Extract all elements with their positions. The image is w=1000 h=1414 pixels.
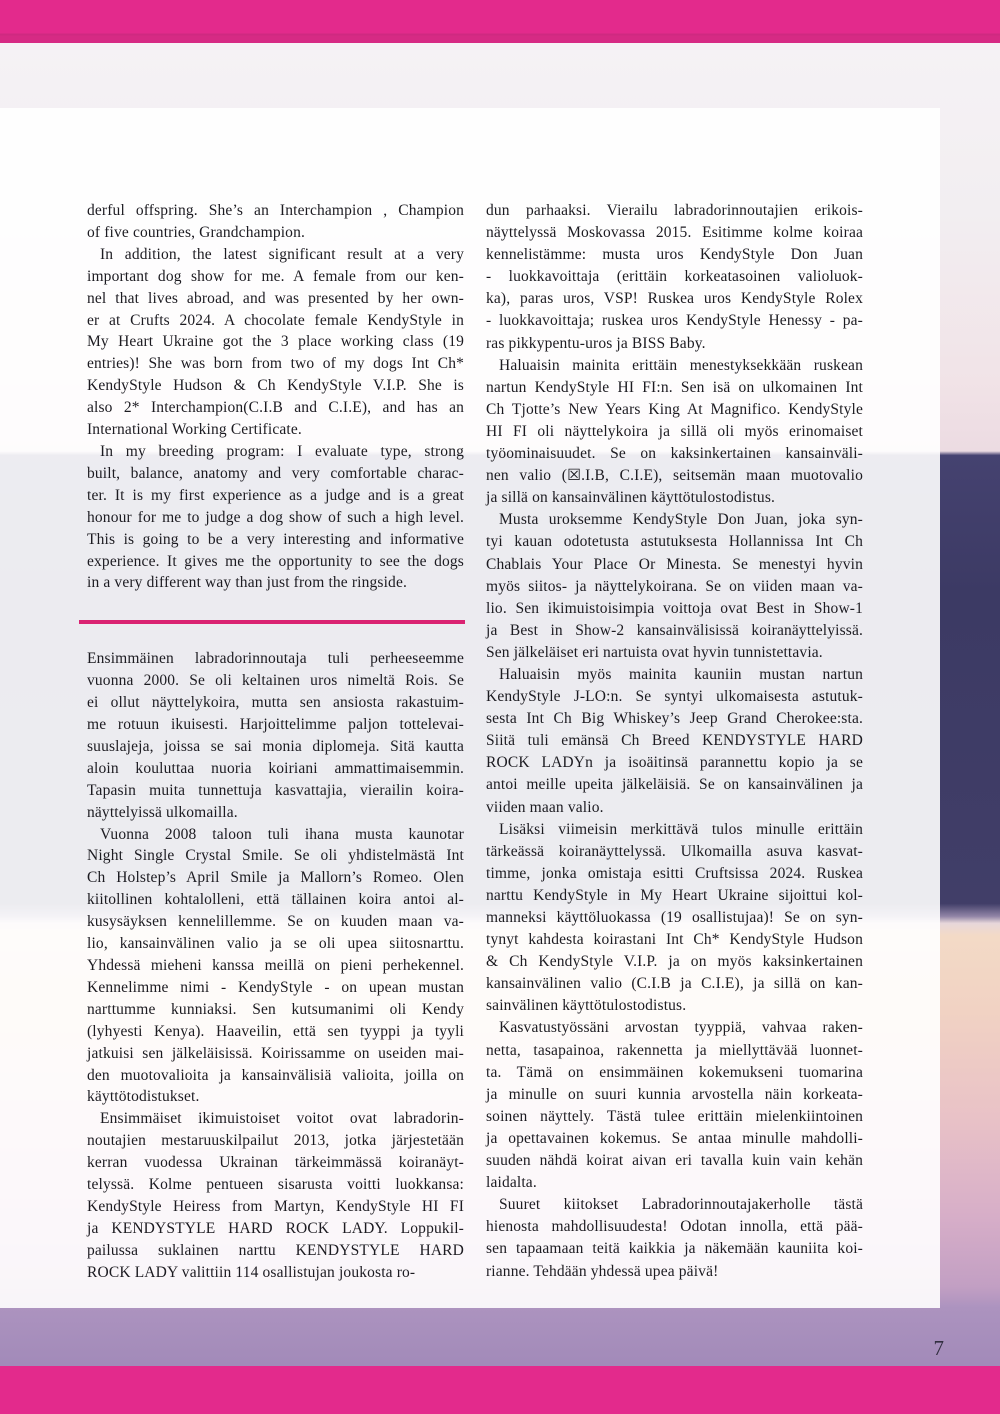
text-line: jatkuisi sen jälkeläisissä. Koirissamme on useiden mai- <box>87 1044 464 1062</box>
text-line: ta. Tämä on ensimmäinen kokemukseni tuomarina <box>486 1063 863 1081</box>
text-line: ja opettavainen kokemus. Se antaa minulle mahdolli- <box>486 1129 863 1147</box>
text-line: nen valio (☒.I.B, C.I.E), seitsemän maan muotovalio <box>486 467 863 485</box>
text-line: sen tapaamaan teitä kaikkia ja näkemään kauniita koi- <box>486 1240 863 1258</box>
text-line: ROCK LADYn ja isoäitinsä parannettu kopio ja se <box>486 754 863 772</box>
text-line: Kennelimme nimi - KendyStyle - on upean mustan <box>87 978 464 996</box>
text-line: experience. It gives me the opportunity to see the dogs <box>87 552 464 570</box>
text-line: Vuonna 2008 taloon tuli ihana musta kaunotar <box>100 825 464 843</box>
top-accent-bar <box>0 0 1000 43</box>
text-line: nel that lives abroad, and was presented by her own- <box>87 289 464 307</box>
text-line: Kasvatustyössäni arvostan tyyppiä, vahvaa raken- <box>499 1019 863 1037</box>
text-line: kansainvälinen valio (C.I.B ja C.I.E), ja sillä on kan- <box>486 975 863 993</box>
text-line: kiitollinen kohtalolleni, että tällainen koira antoi al- <box>87 891 464 909</box>
text-line: kusysäyksen kennelillemme. Se on kuuden maan va- <box>87 913 464 931</box>
text-line: KendyStyle Heiress from Martyn, KendyStyle HI FI <box>87 1197 464 1215</box>
text-line: Musta uroksemme KendyStyle Don Juan, joka syn- <box>499 511 863 529</box>
text-line: näyttelyssä Moskovassa 2015. Esitimme kolme koiraa <box>486 224 863 242</box>
text-line: manneksi käyttöluokassa (19 osallistujaa)! Se on syn- <box>486 909 863 926</box>
text-line: derful offspring. She’s an Interchampion , Champion <box>87 202 464 219</box>
text-line: netta, tasapainoa, rakennetta ja miellyttävää luonnet- <box>486 1041 863 1059</box>
text-line: Night Single Crystal Smile. Se oli yhdistelmästä Int <box>87 847 464 865</box>
column-left <box>87 200 464 1284</box>
text-line: ja sillä on kansainvälinen käyttötulostodistus. <box>486 489 776 507</box>
text-line: viiden maan valio. <box>486 798 604 816</box>
text-line: Ensimmäiset ikimuistoiset voitot ovat labradorin- <box>100 1110 464 1128</box>
text-line: entries)! She was born from two of my dogs Int Ch* <box>87 355 464 373</box>
text-line: In addition, the latest significant result at a very <box>100 245 464 263</box>
text-line: pailussa suklainen narttu KENDYSTYLE HARD <box>87 1241 464 1259</box>
text-line: lio. Sen ikimuistoisimpia voittoja ovat Best in Show-1 <box>486 599 863 617</box>
text-line: KendyStyle Hudson & Ch KendyStyle V.I.P. She is <box>87 377 464 395</box>
text-line: KendyStyle J-LO:n. Se syntyi ulkomaisesta astutuk- <box>486 688 863 706</box>
text-line: ka), paras uros, VSP! Ruskea uros KendyStyle Rolex <box>486 290 863 308</box>
text-line: My Heart Ukraine got the 3 place working class (19 <box>87 333 464 351</box>
text-line: vuonna 2000. Se oli keltainen uros nimeltä Rois. Se <box>87 672 464 690</box>
text-line: kennelistämme: musta uros KendyStyle Don Juan <box>486 246 863 264</box>
text-line: er at Crufts 2024. A chocolate female KendyStyle in <box>87 311 464 329</box>
text-line: narttumme kunniaksi. Sen kutsumanimi oli Kendy <box>87 1000 464 1018</box>
text-line: tynyt kahdesta koirastani Int Ch* KendyStyle Hudson <box>486 931 863 949</box>
text-line: Siitä tuli emänsä Ch Breed KENDYSTYLE HARD <box>486 732 863 750</box>
text-line: timme, jonka omistaja esitti Cruftsissa 2024. Ruskea <box>486 864 863 882</box>
text-line: Yhdessä mieheni kanssa meillä on pieni perhekennel. <box>87 957 464 974</box>
text-line: näyttelyissä ulkomailla. <box>87 803 238 821</box>
text-line: käyttötodistukset. <box>87 1088 200 1106</box>
text-line: ter. It is my first experience as a judge and is a great <box>87 486 464 504</box>
column-right <box>486 200 863 1283</box>
content-card <box>0 108 940 1308</box>
text-line: lio, kansainvälinen valio ja se oli upea siitosnarttu. <box>87 935 464 953</box>
text-line: This is going to be a very interesting and informative <box>87 530 464 548</box>
text-line: myös siitos- ja näyttelykoirana. Se on viiden maan va- <box>486 577 863 595</box>
text-line: - luokkavoittaja; ruskea uros KendyStyle Henessy - pa- <box>486 312 863 330</box>
bottom-accent-bar <box>0 1366 1000 1414</box>
text-line: sainvälinen käyttötulostodistus. <box>486 997 687 1015</box>
text-line: - luokkavoittaja (erittäin korkeatasoinen valioluok- <box>486 268 863 286</box>
text-line: ja minulle on suuri kunnia arvostella näin korkeata- <box>486 1085 863 1103</box>
text-line: ja KENDYSTYLE HARD ROCK LADY. Loppukil- <box>87 1219 464 1237</box>
text-line: suuslajeja, joissa se sai monia diplomeja. Sitä kautta <box>87 737 464 755</box>
text-line: antoi meille upeita jälkeläisiä. Se on kansainvälinen ja <box>486 776 863 794</box>
text-line: ROCK LADY valittiin 114 osallistujan joukosta ro- <box>87 1263 416 1281</box>
text-line: kerran vuodessa Ukrainan tärkeimmässä koiranäyt- <box>87 1154 464 1172</box>
text-line: in a very different way than just from the ringside. <box>87 574 408 592</box>
text-line: hienosta mahdollisuudesta! Odotan innolla, että pää- <box>486 1218 863 1236</box>
text-line: of five countries, Grandchampion. <box>87 223 306 241</box>
text-line: telyssä. Kolme pentueen sisarusta voitti luokkansa: <box>87 1176 464 1194</box>
text-line: narttu KendyStyle in My Heart Ukraine sijoittui kol- <box>486 886 863 904</box>
text-line: HI FI oli näyttelykoira ja sillä oli myös erinomaiset <box>486 422 863 440</box>
text-line: ei ollut näyttelykoira, mutta sen ansiosta rakastuim- <box>87 694 464 712</box>
text-line: also 2* Interchampion(C.I.B and C.I.E), and has an <box>87 399 464 417</box>
text-line: dun parhaaksi. Vierailu labradorinnoutajien erikois- <box>486 202 863 219</box>
text-line: työominaisuudet. Se on kaksinkertainen kansainväli- <box>486 445 863 463</box>
text-line: built, balance, anatomy and very comfortable charac- <box>87 464 464 482</box>
text-line: den muotovalioita ja kansainvälisiä valioita, joilla on <box>87 1066 464 1084</box>
text-line: Sen jälkeläiset eri nartuista ovat hyvin tunnistettavia. <box>486 643 823 661</box>
text-line: Lisäksi viimeisin merkittävä tulos minulle erittäin <box>499 820 863 838</box>
text-line: noutajien mestaruuskilpailut 2013, jotka järjestetään <box>87 1132 464 1150</box>
text-line: tyi kauan odotetusta astutuksesta Hollannissa Int Ch <box>486 533 863 551</box>
text-line: important dog show for me. A female from our ken- <box>87 267 464 285</box>
text-line: Haluaisin myös mainita kauniin mustan nartun <box>499 665 863 683</box>
text-line: Ensimmäinen labradorinnoutaja tuli perheeseemme <box>87 650 464 668</box>
section-divider <box>79 620 465 624</box>
text-line: aloin kouluttaa nuoria koiriani ammattimaisemmin. <box>87 759 464 777</box>
text-line: me rotuun ikuisesti. Harjoittelimme paljon tottelevai- <box>87 716 464 734</box>
page-number: 7 <box>933 1336 944 1360</box>
text-line: suuden nähdä koirat aivan eri tavalla kuin vain kehän <box>486 1152 863 1170</box>
text-line: soinen näyttely. Tästä tulee erittäin mielenkiintoinen <box>486 1107 863 1125</box>
text-line: Ch Holstep’s April Smile ja Mallorn’s Romeo. Olen <box>87 869 464 887</box>
text-line: laidalta. <box>486 1174 537 1192</box>
text-line: rianne. Tehdään yhdessä upea päivä! <box>486 1262 719 1280</box>
text-line: (lyhyesti Kenya). Haaveilin, että sen tyyppi ja tyyli <box>87 1022 464 1040</box>
text-line: Suuret kiitokset Labradorinnoutajakerholle tästä <box>499 1196 863 1214</box>
text-line: Ch Tjotte’s New Years King At Magnifico. KendyStyle <box>486 400 863 418</box>
text-line: nartun KendyStyle HI FI:n. Sen isä on ulkomainen Int <box>486 378 863 396</box>
text-line: & Ch KendyStyle V.I.P. ja on myös kaksinkertainen <box>486 953 863 971</box>
text-line: In my breeding program: I evaluate type, strong <box>100 442 464 460</box>
text-line: ras pikkypentu-uros ja BISS Baby. <box>486 334 706 352</box>
text-line: honour for me to judge a dog show of such a high level. <box>87 508 464 526</box>
text-line: Chablais Your Place Or Minesta. Se menestyi hyvin <box>486 555 863 573</box>
text-line: sesta Int Ch Big Whiskey’s Jeep Grand Cherokee:sta. <box>486 710 863 728</box>
text-line: International Working Certificate. <box>87 421 302 439</box>
text-line: ja Best in Show-2 kansainvälisissä koiranäyttelyissä. <box>486 621 863 639</box>
text-line: tärkeässä koiranäyttelyssä. Ulkomailla asuva kasvat- <box>486 842 863 860</box>
text-line: Haluaisin mainita erittäin menestyksekkään ruskean <box>499 356 863 374</box>
text-line: Tapasin muita tunnettuja kasvattajia, vierailin koira- <box>87 781 464 799</box>
